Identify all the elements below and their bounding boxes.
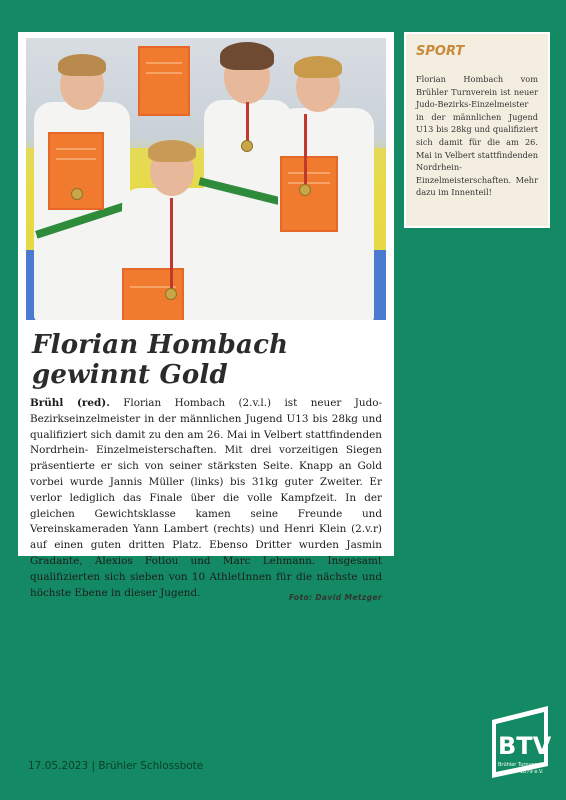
article-text: Florian Hombach (2.v.l.) ist neuer Judo-Bezirkseinzelmeister in der männlichen Jugend U13 bis 28kg und qualifiziert sich damit zu den am 26. Mai in Velbert stattfindenden Nordrhein- Einzelmeisterschaften. Mit drei vorzeitigen Siegen präsentierte er sich von seiner stärksten Seite. Knapp an Gold vorbei wurde Jannis Müller (links) bis 31kg guter Zweiter. Er verlor lediglich das Finale über die volle Kampfzeit. In der gleichen Gewichtsklasse kamen seine Freunde und Vereinskameraden Yann Lambert (rechts) und Henri Klein (2.v.r) auf einen guten dritten Platz. Ebenso Dritter wurden Jasmin Gradante, Alexios Fotiou und Marc Lehmann. Insgesamt qualifizierten sich sieben von 10 AthletInnen für die nächste und höchste Ebene in dieser Jugend. — [30, 397, 383, 599]
sport-teaser-box — [404, 32, 550, 228]
medal — [299, 184, 311, 196]
logo-club-name: Brühler Turnverein — [498, 762, 545, 768]
medal — [165, 288, 177, 300]
btv-logo — [488, 702, 552, 782]
photo-credit: Foto: David Metzger — [288, 592, 382, 602]
article-lead: Brühl (red). — [30, 397, 110, 409]
logo-letters: BTV — [498, 732, 552, 760]
footer-date-publication: 17.05.2023 | Brühler Schlossbote — [28, 760, 204, 772]
logo-year: 1879 e.V. — [520, 769, 544, 775]
article-card — [18, 32, 394, 602]
sport-teaser-text: Florian Hombach vom Brühler Turnverein ist neuer Judo-Bezirks-Einzelmeister in der männlichen Jugend U13 bis 28kg und qualifiziert sich damit für die am 26. Mai in Velbert stattfindenden Nordrhein-Einzelmeisterschaften. Mehr dazu im Innenteil! — [416, 74, 538, 198]
certificate-raised — [138, 46, 190, 116]
medal — [241, 140, 253, 152]
medal — [71, 188, 83, 200]
article-photo — [26, 38, 386, 320]
sport-title: SPORT — [416, 44, 465, 59]
article-headline: Florian Hombach gewinnt Gold — [32, 330, 289, 390]
article-body — [26, 396, 386, 601]
